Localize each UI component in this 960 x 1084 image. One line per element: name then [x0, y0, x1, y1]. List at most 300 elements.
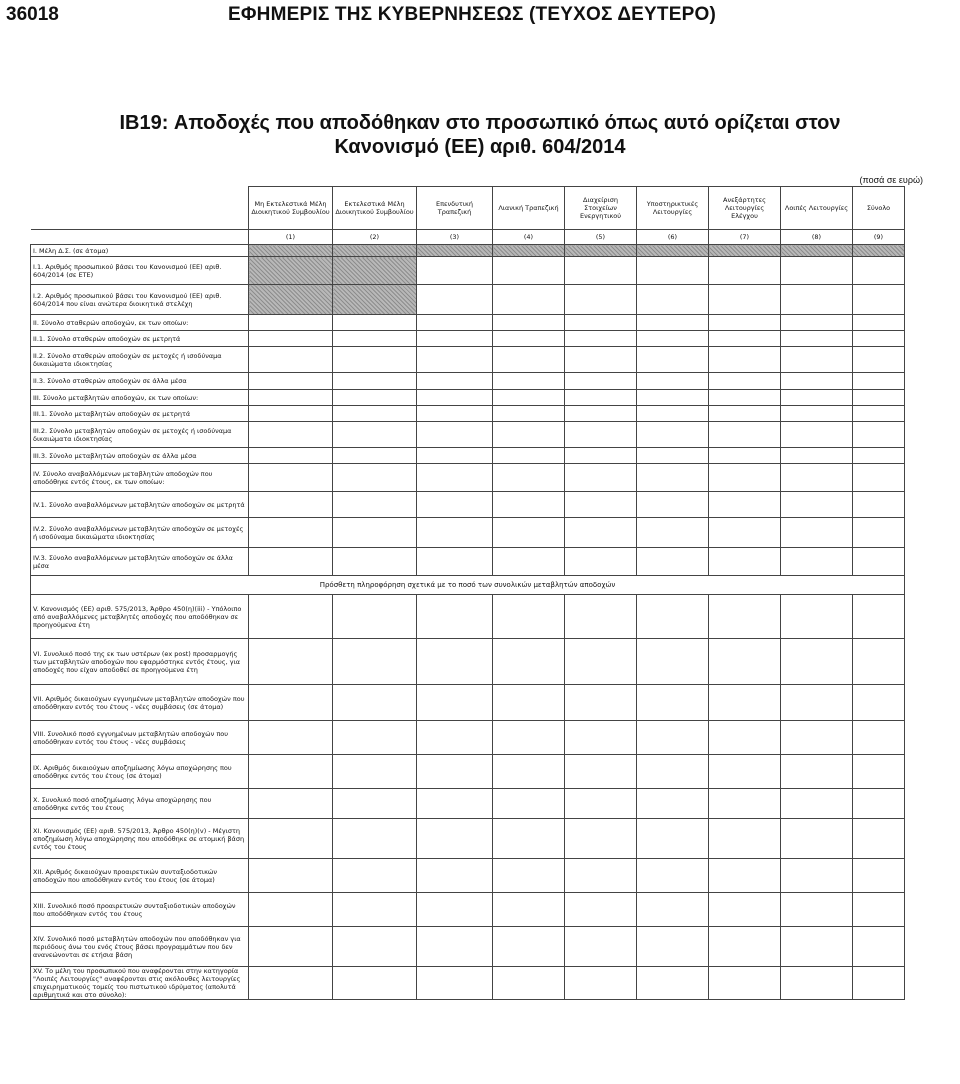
data-cell: [709, 755, 781, 789]
data-cell: [565, 406, 637, 422]
shaded-cell: [709, 245, 781, 257]
row-label: X. Συνολικό ποσό αποζημίωσης λόγω αποχώρησης που αποδόθηκε εντός του έτους: [31, 789, 249, 819]
data-cell: [709, 819, 781, 859]
data-cell: [637, 331, 709, 347]
column-number: (3): [417, 230, 493, 245]
data-cell: [637, 518, 709, 548]
data-cell: [709, 789, 781, 819]
data-cell: [637, 422, 709, 448]
data-cell: [417, 406, 493, 422]
table-row: [31, 422, 905, 448]
data-cell: [249, 448, 333, 464]
data-cell: [417, 755, 493, 789]
data-cell: [333, 859, 417, 893]
data-cell: [493, 285, 565, 315]
table-row: [31, 789, 905, 819]
data-cell: [853, 347, 905, 373]
data-cell: [249, 967, 333, 1000]
data-cell: [249, 639, 333, 685]
column-number: (7): [709, 230, 781, 245]
row-label: IX. Αριθμός δικαιούχων αποζημίωσης λόγω αποχώρησης που αποδόθηκε εντός του έτους (σε άτομα): [31, 755, 249, 789]
data-cell: [853, 819, 905, 859]
table-row: [31, 967, 905, 1000]
data-cell: [333, 548, 417, 576]
data-cell: [249, 859, 333, 893]
row-label: III.2. Σύνολο μεταβλητών αποδοχών σε μετοχές ή ισοδύναμα δικαιώματα ιδιοκτησίας: [31, 422, 249, 448]
row-label: III.1. Σύνολο μεταβλητών αποδοχών σε μετρητά: [31, 406, 249, 422]
data-cell: [493, 518, 565, 548]
data-cell: [565, 859, 637, 893]
table-row: [31, 448, 905, 464]
table-row: [31, 639, 905, 685]
data-cell: [333, 373, 417, 390]
data-cell: [417, 373, 493, 390]
row-label: I.2. Αριθμός προσωπικού βάσει του Κανονισμού (ΕΕ) αριθ. 604/2014 που είναι ανώτερα διοικητικά στελέχη: [31, 285, 249, 315]
data-cell: [637, 639, 709, 685]
data-cell: [417, 422, 493, 448]
data-cell: [709, 893, 781, 927]
table-row: [31, 285, 905, 315]
data-cell: [493, 859, 565, 893]
row-label: IV.2. Σύνολο αναβαλλόμενων μεταβλητών αποδοχών σε μετοχές ή ισοδύναμα δικαιώματα ιδιοκτησίας: [31, 518, 249, 548]
data-cell: [781, 927, 853, 967]
data-cell: [709, 448, 781, 464]
table-row: [31, 859, 905, 893]
data-cell: [417, 595, 493, 639]
data-cell: [249, 390, 333, 406]
table-row: [31, 245, 905, 257]
data-cell: [781, 406, 853, 422]
data-cell: [565, 257, 637, 285]
data-cell: [565, 721, 637, 755]
data-cell: [709, 518, 781, 548]
data-cell: [333, 422, 417, 448]
data-cell: [853, 257, 905, 285]
data-cell: [709, 373, 781, 390]
data-cell: [249, 406, 333, 422]
data-cell: [709, 422, 781, 448]
row-label: II.1. Σύνολο σταθερών αποδοχών σε μετρητά: [31, 331, 249, 347]
table-row: [31, 257, 905, 285]
data-cell: [709, 331, 781, 347]
data-cell: [565, 315, 637, 331]
data-cell: [249, 373, 333, 390]
data-cell: [853, 859, 905, 893]
data-cell: [781, 448, 853, 464]
data-cell: [565, 285, 637, 315]
data-cell: [493, 257, 565, 285]
data-cell: [637, 285, 709, 315]
table-row: [31, 721, 905, 755]
data-cell: [637, 685, 709, 721]
table-row: [31, 390, 905, 406]
data-cell: [637, 315, 709, 331]
data-cell: [565, 789, 637, 819]
data-cell: [333, 518, 417, 548]
row-label: IV. Σύνολο αναβαλλόμενων μεταβλητών αποδοχών που αποδόθηκε εντός έτους, εκ των οποίων:: [31, 464, 249, 492]
data-cell: [493, 406, 565, 422]
data-cell: [853, 927, 905, 967]
data-cell: [781, 789, 853, 819]
data-cell: [853, 390, 905, 406]
data-cell: [417, 967, 493, 1000]
shaded-cell: [417, 245, 493, 257]
gazette-title: ΕΦΗΜΕΡΙΣ ΤΗΣ ΚΥΒΕΡΝΗΣΕΩΣ (ΤΕΥΧΟΣ ΔΕΥΤΕΡΟ): [228, 4, 716, 25]
column-header: Επενδυτική Τραπεζική: [417, 187, 493, 230]
column-number: (1): [249, 230, 333, 245]
data-cell: [781, 285, 853, 315]
data-cell: [249, 595, 333, 639]
data-cell: [853, 492, 905, 518]
data-cell: [853, 721, 905, 755]
data-cell: [709, 347, 781, 373]
data-cell: [781, 373, 853, 390]
data-cell: [781, 315, 853, 331]
column-header: Λιανική Τραπεζική: [493, 187, 565, 230]
data-cell: [853, 285, 905, 315]
data-cell: [781, 893, 853, 927]
data-cell: [781, 492, 853, 518]
shaded-cell: [565, 245, 637, 257]
data-cell: [493, 347, 565, 373]
table-row: [31, 685, 905, 721]
table-row: [31, 347, 905, 373]
row-label: XIV. Συνολικό ποσό μεταβλητών αποδοχών που αποδόθηκαν για περιόδους άνω του ενός έτους βάσει προγραμμάτων που δεν ανανεώνονται σε ετήσια βάση: [31, 927, 249, 967]
column-number: (5): [565, 230, 637, 245]
data-cell: [333, 347, 417, 373]
data-cell: [333, 639, 417, 685]
data-cell: [249, 755, 333, 789]
data-cell: [493, 373, 565, 390]
data-cell: [637, 721, 709, 755]
shaded-cell: [333, 245, 417, 257]
data-cell: [709, 685, 781, 721]
data-cell: [417, 819, 493, 859]
data-cell: [333, 789, 417, 819]
data-cell: [565, 390, 637, 406]
data-cell: [853, 548, 905, 576]
data-cell: [249, 789, 333, 819]
data-cell: [493, 548, 565, 576]
data-cell: [249, 548, 333, 576]
table-title-line2: Κανονισμό (ΕΕ) αριθ. 604/2014: [334, 136, 626, 158]
data-cell: [781, 859, 853, 893]
data-cell: [333, 390, 417, 406]
data-cell: [249, 315, 333, 331]
data-cell: [781, 548, 853, 576]
data-cell: [493, 464, 565, 492]
data-cell: [333, 893, 417, 927]
data-cell: [853, 595, 905, 639]
data-cell: [853, 685, 905, 721]
data-cell: [565, 548, 637, 576]
data-cell: [417, 518, 493, 548]
data-cell: [333, 464, 417, 492]
data-cell: [493, 819, 565, 859]
data-cell: [565, 518, 637, 548]
data-cell: [781, 347, 853, 373]
data-cell: [249, 685, 333, 721]
row-label: II.2. Σύνολο σταθερών αποδοχών σε μετοχές ή ισοδύναμα δικαιώματα ιδιοκτησίας: [31, 347, 249, 373]
table-row: [31, 893, 905, 927]
shaded-cell: [333, 285, 417, 315]
column-header: Διαχείριση Στοιχείων Ενεργητικού: [565, 187, 637, 230]
data-cell: [709, 315, 781, 331]
data-cell: [709, 257, 781, 285]
column-header: Υποστηρικτικές Λειτουργίες: [637, 187, 709, 230]
row-label: III. Σύνολο μεταβλητών αποδοχών, εκ των οποίων:: [31, 390, 249, 406]
row-label: XI. Κανονισμός (ΕΕ) αριθ. 575/2013, Άρθρο 450(η)(v) - Μέγιστη αποζημίωση λόγω αποχώρησης που αποδόθηκε σε ατομική βάση εντός του έτους: [31, 819, 249, 859]
data-cell: [709, 464, 781, 492]
data-cell: [565, 331, 637, 347]
data-cell: [417, 639, 493, 685]
data-cell: [333, 331, 417, 347]
data-cell: [853, 422, 905, 448]
data-cell: [709, 967, 781, 1000]
data-cell: [333, 819, 417, 859]
data-cell: [417, 464, 493, 492]
data-cell: [853, 518, 905, 548]
data-cell: [853, 373, 905, 390]
data-cell: [493, 893, 565, 927]
data-cell: [417, 789, 493, 819]
data-cell: [417, 448, 493, 464]
shaded-cell: [781, 245, 853, 257]
data-cell: [637, 347, 709, 373]
data-cell: [853, 639, 905, 685]
data-cell: [249, 893, 333, 927]
row-label: VI. Συνολικό ποσό της εκ των υστέρων (ex post) προσαρμογής των μεταβλητών αποδοχών που εφαρμόστηκε εντός έτους, για αποδοχές που είχαν αποδοθεί σε προηγούμενα έτη: [31, 639, 249, 685]
data-cell: [781, 422, 853, 448]
table-row: [31, 464, 905, 492]
data-cell: [637, 927, 709, 967]
data-cell: [709, 285, 781, 315]
column-header: Σύνολο: [853, 187, 905, 230]
table-row: [31, 315, 905, 331]
data-cell: [781, 685, 853, 721]
data-cell: [637, 789, 709, 819]
column-header: Λοιπές Λειτουργίες: [781, 187, 853, 230]
row-label: II. Σύνολο σταθερών αποδοχών, εκ των οποίων:: [31, 315, 249, 331]
column-number: (9): [853, 230, 905, 245]
shaded-cell: [493, 245, 565, 257]
column-header: Μη Εκτελεστικά Μέλη Διοικητικού Συμβουλίου: [249, 187, 333, 230]
data-cell: [781, 755, 853, 789]
table-row: [31, 406, 905, 422]
page-number: 36018: [6, 4, 59, 25]
data-cell: [853, 893, 905, 927]
data-cell: [637, 893, 709, 927]
data-cell: [565, 595, 637, 639]
row-label: VIII. Συνολικό ποσό εγγυημένων μεταβλητών αποδοχών που αποδόθηκαν εντός του έτους - νέες συμβάσεις: [31, 721, 249, 755]
additional-info-note: Πρόσθετη πληροφόρηση σχετικά με το ποσό των συνολικών μεταβλητών αποδοχών: [31, 576, 905, 595]
table-title-line1: IB19: Αποδοχές που αποδόθηκαν στο προσωπικό όπως αυτό ορίζεται στον: [119, 112, 841, 134]
data-cell: [493, 789, 565, 819]
number-corner: [31, 230, 249, 245]
data-cell: [565, 347, 637, 373]
data-cell: [493, 331, 565, 347]
data-cell: [709, 548, 781, 576]
data-cell: [637, 492, 709, 518]
data-cell: [333, 492, 417, 518]
table-row: [31, 373, 905, 390]
data-cell: [637, 967, 709, 1000]
data-cell: [709, 927, 781, 967]
page-header: [0, 0, 960, 30]
row-label: IV.1. Σύνολο αναβαλλόμενων μεταβλητών αποδοχών σε μετρητά: [31, 492, 249, 518]
data-cell: [781, 819, 853, 859]
data-cell: [493, 595, 565, 639]
data-cell: [249, 347, 333, 373]
data-cell: [249, 927, 333, 967]
data-cell: [781, 518, 853, 548]
table-row: [31, 331, 905, 347]
data-cell: [493, 755, 565, 789]
data-cell: [333, 927, 417, 967]
table-row: [31, 927, 905, 967]
data-cell: [333, 721, 417, 755]
data-cell: [493, 390, 565, 406]
data-cell: [417, 859, 493, 893]
data-cell: [781, 464, 853, 492]
table-row: [31, 548, 905, 576]
data-cell: [781, 721, 853, 755]
data-cell: [417, 257, 493, 285]
data-cell: [333, 967, 417, 1000]
row-label: XIII. Συνολικό ποσό προαιρετικών συνταξιοδοτικών αποδοχών που αποδόθηκαν εντός του έτους: [31, 893, 249, 927]
data-cell: [249, 331, 333, 347]
data-cell: [417, 893, 493, 927]
data-cell: [249, 819, 333, 859]
data-cell: [853, 755, 905, 789]
data-cell: [853, 967, 905, 1000]
data-cell: [565, 927, 637, 967]
data-cell: [333, 685, 417, 721]
data-cell: [709, 390, 781, 406]
data-cell: [493, 721, 565, 755]
data-cell: [493, 967, 565, 1000]
data-cell: [565, 819, 637, 859]
data-cell: [417, 685, 493, 721]
shaded-cell: [249, 257, 333, 285]
column-header: Ανεξάρτητες Λειτουργίες Ελέγχου: [709, 187, 781, 230]
data-cell: [853, 406, 905, 422]
data-cell: [493, 448, 565, 464]
data-cell: [637, 819, 709, 859]
data-cell: [637, 373, 709, 390]
shaded-cell: [637, 245, 709, 257]
data-cell: [333, 595, 417, 639]
data-cell: [853, 464, 905, 492]
data-cell: [781, 390, 853, 406]
table-row: [31, 819, 905, 859]
data-cell: [565, 464, 637, 492]
data-cell: [493, 685, 565, 721]
data-cell: [249, 492, 333, 518]
data-cell: [637, 859, 709, 893]
row-label: IV.3. Σύνολο αναβαλλόμενων μεταβλητών αποδοχών σε άλλα μέσα: [31, 548, 249, 576]
row-label: V. Κανονισμός (ΕΕ) αριθ. 575/2013, Άρθρο 450(η)(iii) - Υπόλοιπο από αναβαλλόμενες μεταβλητές αποδοχές που αποδόθηκαν σε προηγούμενα έτη: [31, 595, 249, 639]
data-cell: [637, 257, 709, 285]
data-cell: [637, 390, 709, 406]
data-cell: [781, 639, 853, 685]
data-cell: [565, 448, 637, 464]
data-cell: [709, 639, 781, 685]
shaded-cell: [853, 245, 905, 257]
data-cell: [637, 406, 709, 422]
table-row: [31, 518, 905, 548]
data-cell: [417, 721, 493, 755]
data-cell: [781, 331, 853, 347]
data-cell: [249, 464, 333, 492]
data-cell: [565, 422, 637, 448]
data-cell: [565, 967, 637, 1000]
data-cell: [853, 789, 905, 819]
column-number-row: [31, 230, 905, 245]
table-row: [31, 755, 905, 789]
table-row: [31, 595, 905, 639]
data-cell: [417, 331, 493, 347]
data-cell: [565, 685, 637, 721]
column-number: (4): [493, 230, 565, 245]
column-number: (8): [781, 230, 853, 245]
column-header: Εκτελεστικά Μέλη Διοικητικού Συμβουλίου: [333, 187, 417, 230]
data-cell: [637, 464, 709, 492]
data-cell: [493, 927, 565, 967]
data-cell: [853, 448, 905, 464]
data-cell: [637, 595, 709, 639]
data-cell: [249, 721, 333, 755]
data-cell: [493, 315, 565, 331]
row-label: III.3. Σύνολο μεταβλητών αποδοχών σε άλλα μέσα: [31, 448, 249, 464]
data-cell: [565, 492, 637, 518]
data-cell: [493, 492, 565, 518]
data-cell: [709, 492, 781, 518]
column-header-row: [31, 187, 905, 230]
data-cell: [709, 595, 781, 639]
data-cell: [333, 755, 417, 789]
data-cell: [565, 755, 637, 789]
row-label: II.3. Σύνολο σταθερών αποδοχών σε άλλα μέσα: [31, 373, 249, 390]
data-cell: [781, 967, 853, 1000]
shaded-cell: [249, 285, 333, 315]
data-cell: [637, 548, 709, 576]
data-cell: [333, 406, 417, 422]
data-cell: [709, 721, 781, 755]
data-cell: [637, 755, 709, 789]
data-cell: [781, 257, 853, 285]
unit-note: (ποσά σε ευρώ): [859, 175, 923, 185]
data-cell: [709, 859, 781, 893]
row-label: I.1. Αριθμός προσωπικού βάσει του Κανονισμού (ΕΕ) αριθ. 604/2014 (σε ΕΤΕ): [31, 257, 249, 285]
data-cell: [417, 548, 493, 576]
data-cell: [333, 315, 417, 331]
data-cell: [417, 927, 493, 967]
data-cell: [853, 315, 905, 331]
data-cell: [417, 390, 493, 406]
row-label: VII. Αριθμός δικαιούχων εγγυημένων μεταβλητών αποδοχών που αποδόθηκαν εντός του έτους - νέες συμβάσεις (σε άτομα): [31, 685, 249, 721]
data-cell: [493, 422, 565, 448]
data-cell: [249, 422, 333, 448]
data-cell: [565, 373, 637, 390]
data-cell: [417, 315, 493, 331]
column-number: (6): [637, 230, 709, 245]
remuneration-table: [30, 186, 905, 1000]
data-cell: [249, 518, 333, 548]
row-label: XII. Αριθμός δικαιούχων προαιρετικών συνταξιοδοτικών αποδοχών που αποδόθηκαν εντός του έτους (σε άτομα): [31, 859, 249, 893]
data-cell: [417, 492, 493, 518]
column-number: (2): [333, 230, 417, 245]
